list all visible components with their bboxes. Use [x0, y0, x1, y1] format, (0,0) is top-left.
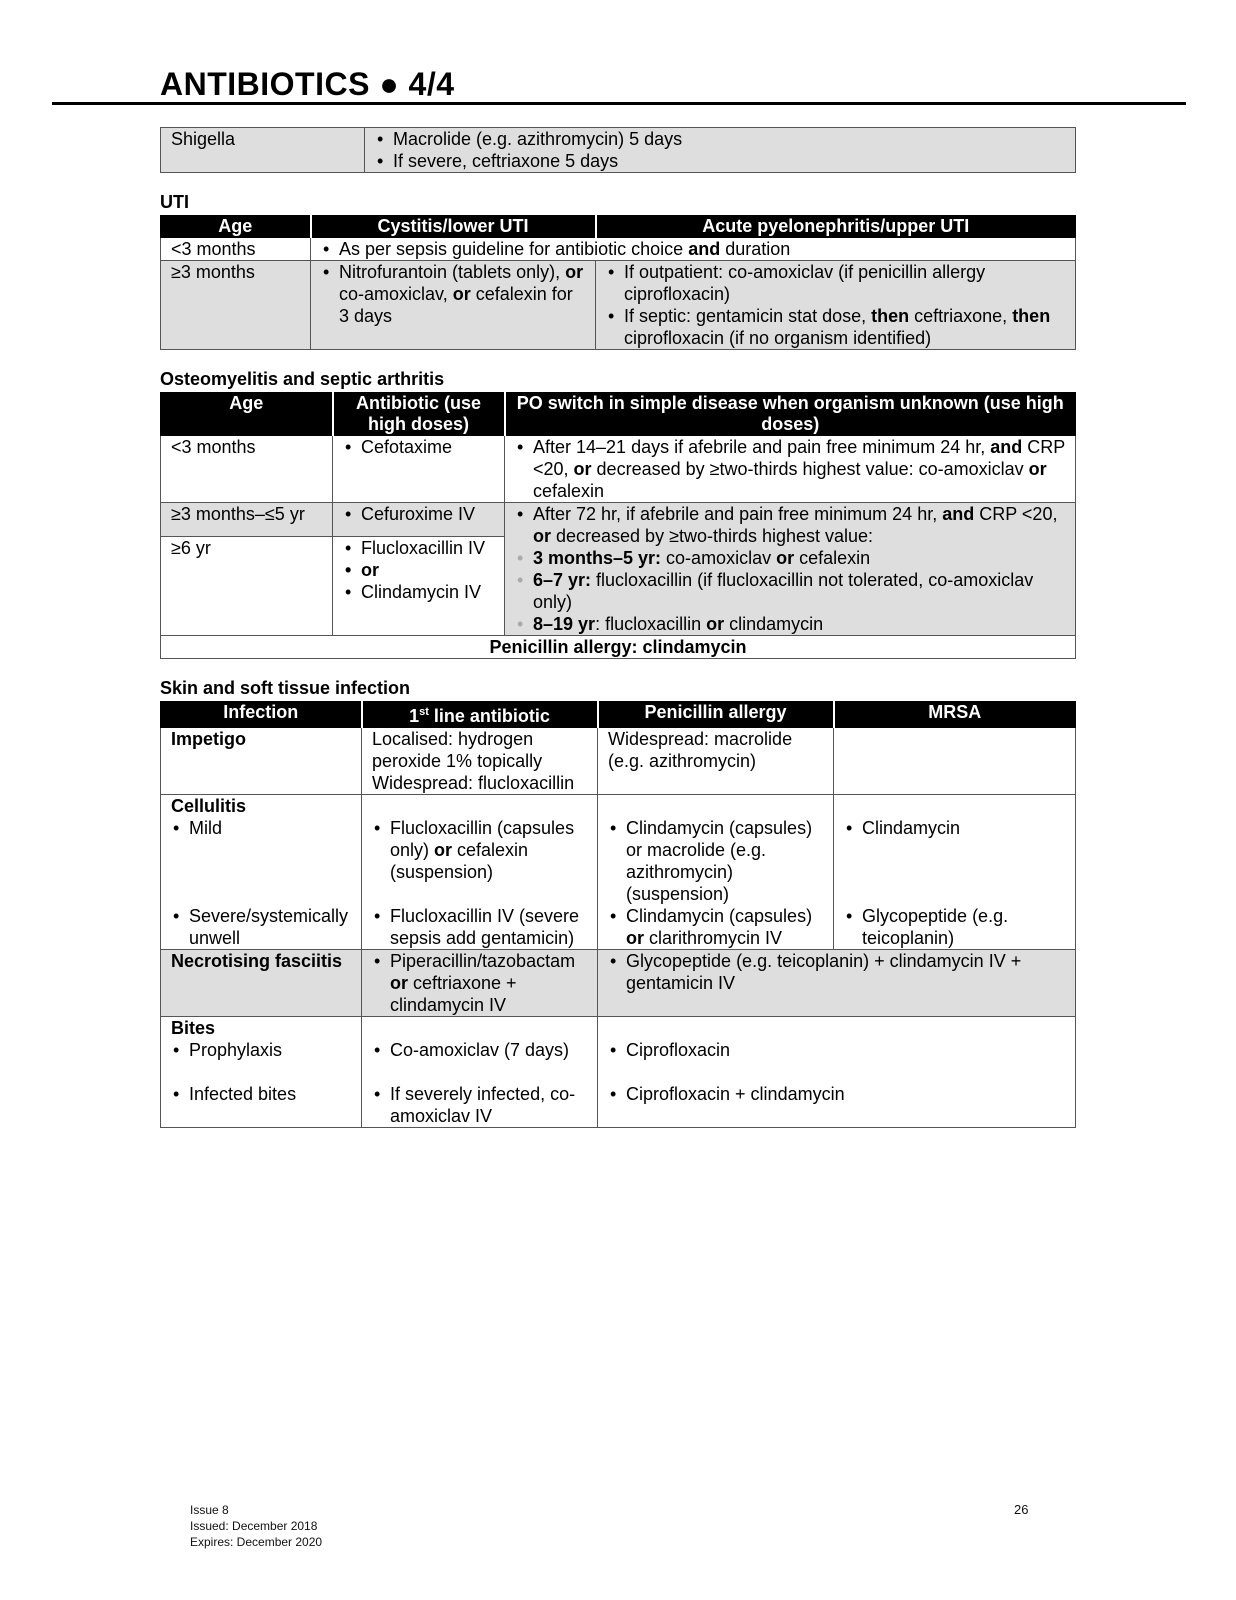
page-title: ANTIBIOTICS ● 4/4	[160, 66, 455, 102]
list-item: • Mild	[171, 817, 351, 839]
list-item: • If severe, ceftriaxone 5 days	[375, 150, 1065, 172]
table-row	[161, 636, 1076, 659]
section-title-skin: Skin and soft tissue infection	[160, 678, 411, 698]
age-cell: ≥3 months–≤5 yr	[161, 503, 333, 537]
list-item: • After 72 hr, if afebrile and pain free minimum 24 hr, and CRP <20, or decreased by ≥two-thirds highest value:	[515, 503, 1065, 547]
table-row	[161, 1017, 1076, 1128]
list-item: • Glycopeptide (e.g. teicoplanin)	[844, 905, 1065, 949]
table-row	[161, 238, 1076, 261]
expiry-date: Expires: December 2020	[190, 1535, 323, 1549]
uti-table	[160, 215, 1076, 350]
table-row	[161, 503, 1076, 537]
table-row	[161, 436, 1076, 503]
table-row	[161, 261, 1076, 350]
list-item: • Flucloxacillin (capsules only) or cefalexin (suspension)	[372, 817, 587, 883]
list-item: • If severely infected, co-amoxiclav IV	[372, 1083, 587, 1127]
table-row	[161, 128, 1076, 173]
list-item: • 3 months–5 yr: co-amoxiclav or cefalexin	[515, 547, 1065, 569]
infection-name: Necrotising fasciitis	[161, 950, 362, 1017]
column-header: Age	[161, 393, 333, 436]
age-cell: <3 months	[161, 436, 333, 503]
list-item: • Co-amoxiclav (7 days)	[372, 1039, 587, 1061]
list-item: • If septic: gentamicin stat dose, then ceftriaxone, then ciprofloxacin (if no organism identified)	[606, 305, 1065, 349]
age-cell: ≥6 yr	[161, 536, 333, 635]
list-item: • If outpatient: co-amoxiclav (if penicillin allergy ciprofloxacin)	[606, 261, 1065, 305]
shigella-list	[375, 128, 1065, 172]
column-header: PO switch in simple disease when organism unknown (use high doses)	[505, 393, 1076, 436]
column-header: Penicillin allergy	[598, 702, 834, 728]
list-item: • Cefuroxime IV	[343, 503, 494, 525]
list-item: • As per sepsis guideline for antibiotic choice and duration	[321, 238, 1065, 260]
shigella-table	[160, 127, 1076, 173]
table-header-row	[161, 702, 1076, 728]
list-item: • 6–7 yr: flucloxacillin (if flucloxacillin not tolerated, co-amoxiclav only)	[515, 569, 1065, 613]
list-item: • Macrolide (e.g. azithromycin) 5 days	[375, 128, 1065, 150]
main-content	[160, 127, 1076, 1128]
or-label: • or	[343, 559, 494, 581]
column-header: Antibiotic (use high doses)	[333, 393, 505, 436]
list-item: • Glycopeptide (e.g. teicoplanin) + clindamycin IV + gentamicin IV	[608, 950, 1065, 994]
osteomyelitis-table	[160, 392, 1076, 659]
page-number: 26	[1014, 1502, 1029, 1517]
list-item: • Flucloxacillin IV (severe sepsis add gentamicin)	[372, 905, 587, 949]
table-header-row	[161, 216, 1076, 238]
list-item: • Piperacillin/tazobactam or ceftriaxone + clindamycin IV	[372, 950, 587, 1016]
section-title-uti: UTI	[160, 192, 189, 212]
list-item: • After 14–21 days if afebrile and pain free minimum 24 hr, and CRP <20, or decreased by ≥two-thirds highest value: co-amoxiclav or cefalexin	[515, 436, 1065, 502]
list-item: • Severe/systemically unwell	[171, 905, 351, 949]
penicillin-allergy-note: Penicillin allergy: clindamycin	[161, 636, 1076, 659]
list-item: • Flucloxacillin IV	[343, 537, 494, 559]
column-header: Age	[161, 216, 311, 238]
list-item: • Clindamycin IV	[343, 581, 494, 603]
list-item: • Nitrofurantoin (tablets only), or co-amoxiclav, or cefalexin for 3 days	[321, 261, 585, 327]
list-item: • Cefotaxime	[343, 436, 494, 458]
skin-table	[160, 701, 1076, 1128]
list-item: • Ciprofloxacin + clindamycin	[608, 1083, 1065, 1105]
column-header: Cystitis/lower UTI	[311, 216, 596, 238]
issue-number: Issue 8	[190, 1503, 229, 1517]
column-header: Infection	[161, 702, 362, 728]
list-item: • Prophylaxis	[171, 1039, 351, 1061]
shigella-label: Shigella	[161, 128, 365, 173]
infection-name: Bites	[171, 1018, 216, 1038]
table-row: Impetigo Localised: hydrogen peroxide 1% topically Widespread: flucloxacillin Widespread: macrolide (e.g. azithromycin)	[161, 728, 1076, 795]
age-cell: ≥3 months	[161, 261, 311, 350]
table-row	[161, 950, 1076, 1017]
list-item: • Clindamycin	[844, 817, 1065, 839]
title-rule	[52, 102, 1186, 105]
section-title-osteomyelitis: Osteomyelitis and septic arthritis	[160, 369, 445, 389]
document-footer	[190, 1502, 322, 1550]
table-header-row	[161, 393, 1076, 436]
column-header: Acute pyelonephritis/upper UTI	[596, 216, 1076, 238]
list-item: • 8–19 yr: flucloxacillin or clindamycin	[515, 613, 1065, 635]
column-header: 1st line antibiotic	[362, 702, 598, 728]
column-header: MRSA	[834, 702, 1076, 728]
list-item: • Clindamycin (capsules) or clarithromycin IV	[608, 905, 823, 949]
age-cell: <3 months	[161, 238, 311, 261]
list-item: • Clindamycin (capsules) or macrolide (e.g. azithromycin) (suspension)	[608, 817, 823, 905]
list-item: • Infected bites	[171, 1083, 351, 1105]
infection-name: Impetigo	[161, 728, 362, 795]
infection-name: Cellulitis	[171, 796, 247, 816]
issued-date: Issued: December 2018	[190, 1519, 318, 1533]
list-item: • Ciprofloxacin	[608, 1039, 1065, 1061]
table-row	[161, 795, 1076, 950]
